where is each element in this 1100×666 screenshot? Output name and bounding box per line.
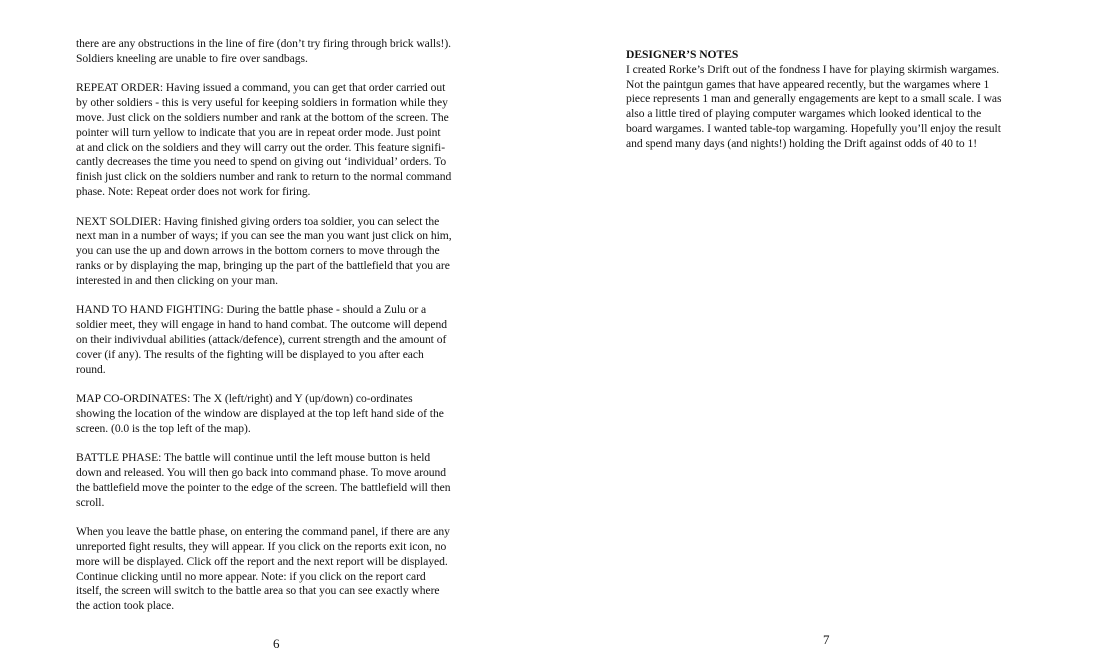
paragraph-next-soldier: NEXT SOLDIER: Having finished giving orders toa soldier, you can select the next man in a number of ways; if you can see the man you want just click on him, you can use the up and down arrows in the bottom corners to move through the ranks or by displaying the map, bringing up the part of the battlefield that you are interested in and then clicking on your man.	[76, 214, 452, 287]
right-page-text-column	[626, 48, 1028, 152]
page-number-left: 6	[273, 636, 280, 651]
designers-notes-body: I created Rorke’s Drift out of the fondness I have for playing skirmish wargames. Not the paintgun games that have appeared recently, but the wargames where 1 piece represents 1 man and generally engagements are kept to a small scale. I was also a little tired of playing computer wargames which looked identical to the board wargames. I wanted table-top wargaming. Hopefully you’ll enjoy the result and spend many days (and nights!) holding the Drift against odds of 40 to 1!	[626, 62, 1002, 150]
left-page-text-column	[76, 37, 480, 629]
paragraph-line-of-fire: there are any obstructions in the line of fire (don’t try firing through brick walls!). Soldiers kneeling are unable to fire over sandbags.	[76, 37, 452, 65]
paragraph-hand-to-hand-fighting: HAND TO HAND FIGHTING: During the battle phase - should a Zulu or a soldier meet, they will engage in hand to hand combat. The outcome will depend on their indivivdual abilities (attack/defence), current strength and the amount of cover (if any). The results of the fighting will be displayed to you after each round.	[76, 303, 447, 376]
designers-notes-heading: DESIGNER’S NOTES	[626, 48, 739, 61]
paragraph-repeat-order: REPEAT ORDER: Having issued a command, you can get that order carried out by other soldiers - this is very useful for keeping soldiers in formation while they move. Just click on the soldiers number and rank at the bottom of the screen. The pointer will turn yellow to indicate that you are in repeat order mode. Just point at and click on the soldiers and they will carry out the order. This feature signifi- cantly decreases the time you need to spend on giving out ‘individual’ orders. To finish just click on the soldiers number and rank to return to the normal command phase. Note: Repeat order does not work for firing.	[76, 81, 452, 198]
page-number-right: 7	[823, 632, 830, 647]
paragraph-fight-reports: When you leave the battle phase, on entering the command panel, if there are any unreported fight results, they will appear. If you click on the reports exit icon, no more will be displayed. Click off the report and the next report will be displayed. Continue clicking until no more appear. Note: if you click on the report card itself, the screen will switch to the battle area so that you can see exactly where the action took place.	[76, 525, 450, 613]
right-page	[550, 0, 1100, 666]
paragraph-battle-phase: BATTLE PHASE: The battle will continue until the left mouse button is held down and released. You will then go back into command phase. To move around the battlefield move the pointer to the edge of the screen. The battlefield will then scroll.	[76, 451, 451, 509]
paragraph-map-coordinates: MAP CO-ORDINATES: The X (left/right) and Y (up/down) co-ordinates showing the location of the window are displayed at the top left hand side of the screen. (0.0 is the top left of the map).	[76, 392, 444, 435]
